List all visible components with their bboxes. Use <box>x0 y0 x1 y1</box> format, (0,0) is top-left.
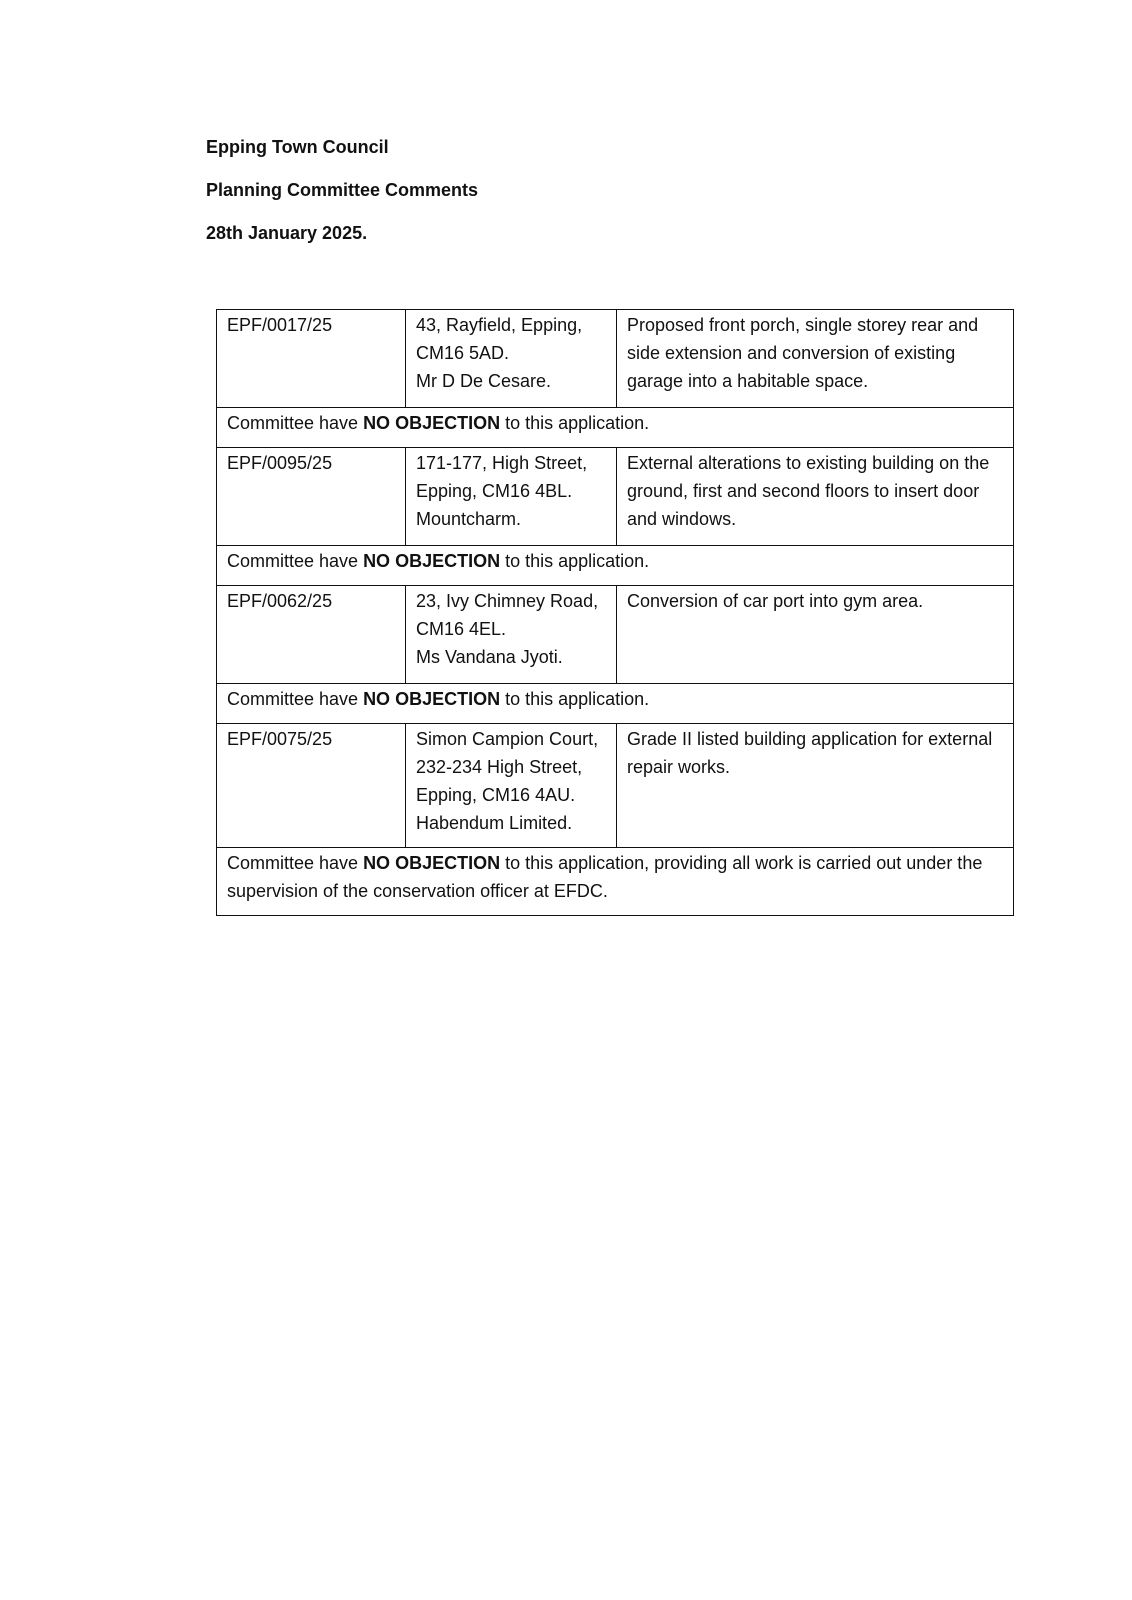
application-address <box>406 586 617 684</box>
address-line: CM16 5AD. <box>416 343 510 363</box>
application-row <box>217 724 1014 848</box>
address-line: CM16 4EL. <box>416 619 507 639</box>
committee-comment <box>217 546 1014 586</box>
comment-row <box>217 848 1014 916</box>
address-line: 171-177, High Street, <box>416 453 588 473</box>
organisation-title: Epping Town Council <box>206 137 389 157</box>
comment-row <box>217 546 1014 586</box>
application-ref: EPF/0095/25 <box>217 448 406 546</box>
decision-label: NO OBJECTION <box>363 413 501 433</box>
comment-text: to this application. <box>500 551 650 571</box>
decision-label: NO OBJECTION <box>363 551 501 571</box>
committee-comment <box>217 408 1014 448</box>
address-line: Simon Campion Court, <box>416 729 599 749</box>
address-line: Habendum Limited. <box>416 813 573 833</box>
address-line: 43, Rayfield, Epping, <box>416 315 583 335</box>
application-ref: EPF/0075/25 <box>217 724 406 848</box>
comment-row <box>217 408 1014 448</box>
address-line: 23, Ivy Chimney Road, <box>416 591 599 611</box>
address-line: 232-234 High Street, <box>416 757 583 777</box>
comment-text: Committee have <box>227 413 364 433</box>
application-row <box>217 448 1014 546</box>
committee-comment <box>217 848 1014 916</box>
application-ref: EPF/0062/25 <box>217 586 406 684</box>
application-description: External alterations to existing building on the ground, first and second floors to insert door and windows. <box>617 448 1014 546</box>
application-address <box>406 724 617 848</box>
comment-text: to this application. <box>500 413 650 433</box>
application-description: Proposed front porch, single storey rear and side extension and conversion of existing garage into a habitable space. <box>617 310 1014 408</box>
address-line: Mr D De Cesare. <box>416 371 552 391</box>
committee-title: Planning Committee Comments <box>206 180 479 200</box>
application-row <box>217 310 1014 408</box>
application-row <box>217 586 1014 684</box>
comment-text: to this application. <box>500 689 650 709</box>
comment-text: Committee have <box>227 689 364 709</box>
application-address <box>406 310 617 408</box>
application-description: Conversion of car port into gym area. <box>617 586 1014 684</box>
comment-row <box>217 684 1014 724</box>
document-header <box>206 136 478 265</box>
applications-table <box>216 309 1014 916</box>
comment-text: Committee have <box>227 551 364 571</box>
address-line: Epping, CM16 4AU. <box>416 785 576 805</box>
meeting-date: 28th January 2025. <box>206 223 368 243</box>
application-ref: EPF/0017/25 <box>217 310 406 408</box>
decision-label: NO OBJECTION <box>363 853 501 873</box>
application-description: Grade II listed building application for external repair works. <box>617 724 1014 848</box>
address-line: Epping, CM16 4BL. <box>416 481 573 501</box>
application-address <box>406 448 617 546</box>
committee-comment <box>217 684 1014 724</box>
comment-text: to this application, providing all work is carried out under the supervision of the conservation officer at EFDC. <box>227 853 983 901</box>
comment-text: Committee have <box>227 853 364 873</box>
address-line: Mountcharm. <box>416 509 522 529</box>
address-line: Ms Vandana Jyoti. <box>416 647 563 667</box>
decision-label: NO OBJECTION <box>363 689 501 709</box>
